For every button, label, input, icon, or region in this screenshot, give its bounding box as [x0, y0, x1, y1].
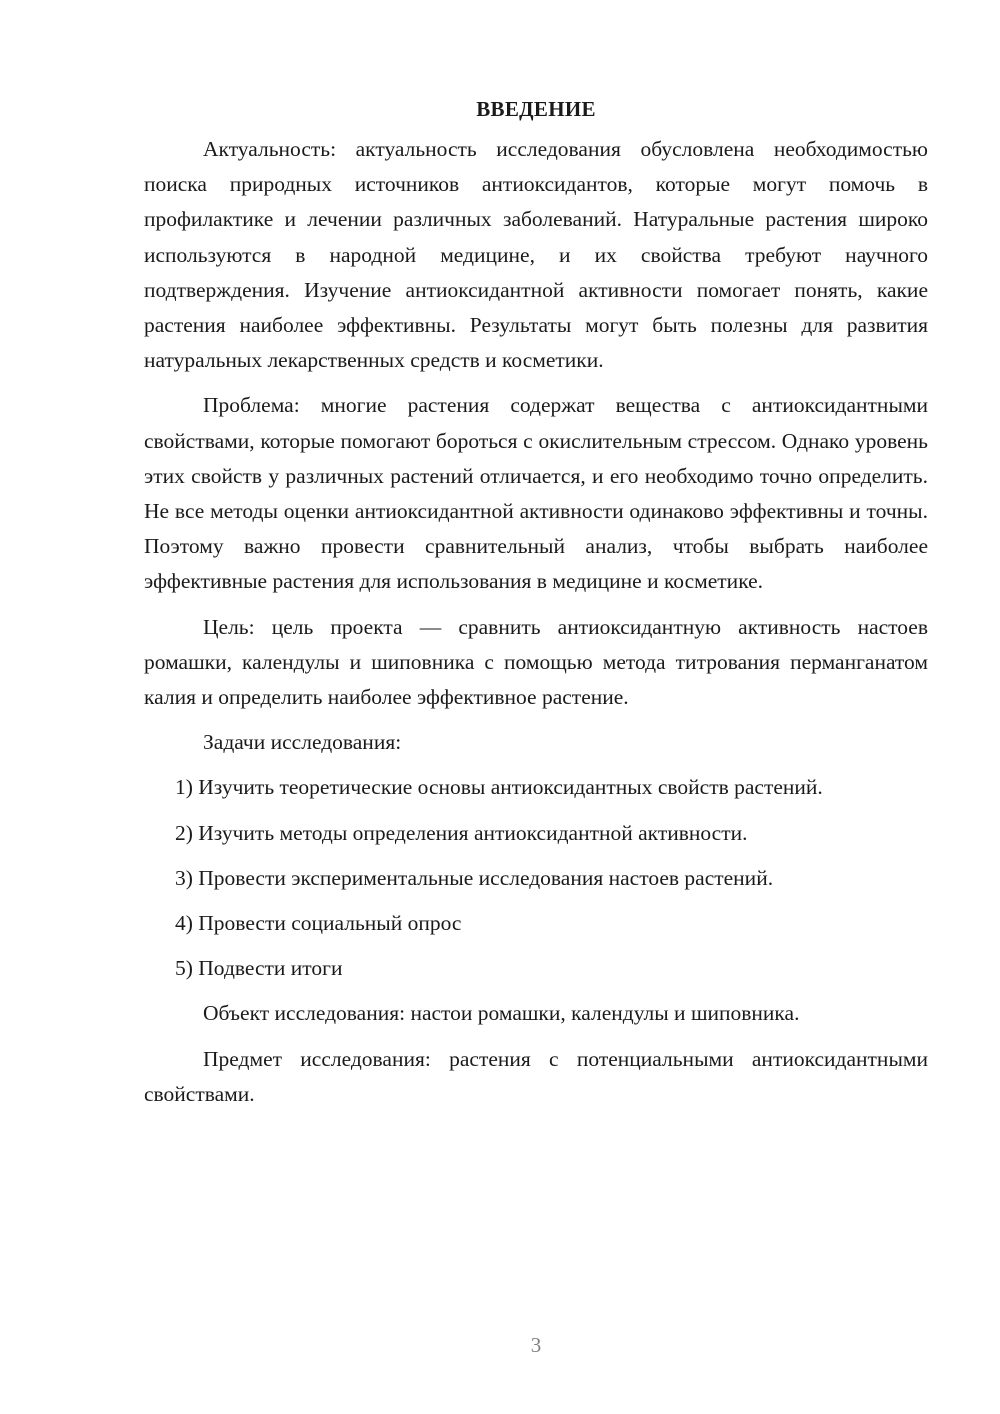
goal-paragraph: Цель: цель проекта — сравнить антиоксидантную активность настоев ромашки, календулы и шиповника с помощью метода титрования перманганатом калия и определить наиболее эффективное растение.	[144, 614, 928, 710]
list-item: 2) Изучить методы определения антиоксидантной активности.	[175, 820, 748, 845]
list-item: 5) Подвести итоги	[175, 956, 343, 981]
object-paragraph: Объект исследования: настои ромашки, календулы и шиповника.	[203, 1001, 800, 1026]
task-list	[144, 770, 928, 986]
tasks-heading: Задачи исследования:	[203, 730, 402, 755]
list-item: 1) Изучить теоретические основы антиоксидантных свойств растений.	[175, 775, 823, 800]
page-number: 3	[530, 1333, 542, 1357]
subject-paragraph: Предмет исследования: растения с потенциальными антиоксидантными свойствами.	[144, 1046, 928, 1106]
section-title: ВВЕДЕНИЕ	[476, 97, 596, 121]
list-item: 4) Провести социальный опрос	[175, 911, 462, 936]
page-content	[144, 92, 928, 1122]
relevance-paragraph: Актуальность: актуальность исследования обусловлена необходимостью поиска природных источников антиоксидантов, которые могут помочь в профилактике и лечении различных заболеваний. Натуральные растения широко используются в народной медицине, и их свойства требуют научного подтверждения. Изучение антиоксидантной активности помогает понять, какие растения наиболее эффективны. Результаты могут быть полезны для развития натуральных лекарственных средств и косметики.	[144, 137, 928, 373]
problem-paragraph: Проблема: многие растения содержат вещества с антиоксидантными свойствами, которые помогают бороться с окислительным стрессом. Однако уровень этих свойств у различных растений отличается, и его необходимо точно определить. Не все методы оценки антиоксидантной активности одинаково эффективны и точны. Поэтому важно провести сравнительный анализ, чтобы выбрать наиболее эффективные растения для использования в медицине и косметике.	[144, 393, 928, 594]
list-item: 3) Провести экспериментальные исследования настоев растений.	[175, 865, 774, 890]
